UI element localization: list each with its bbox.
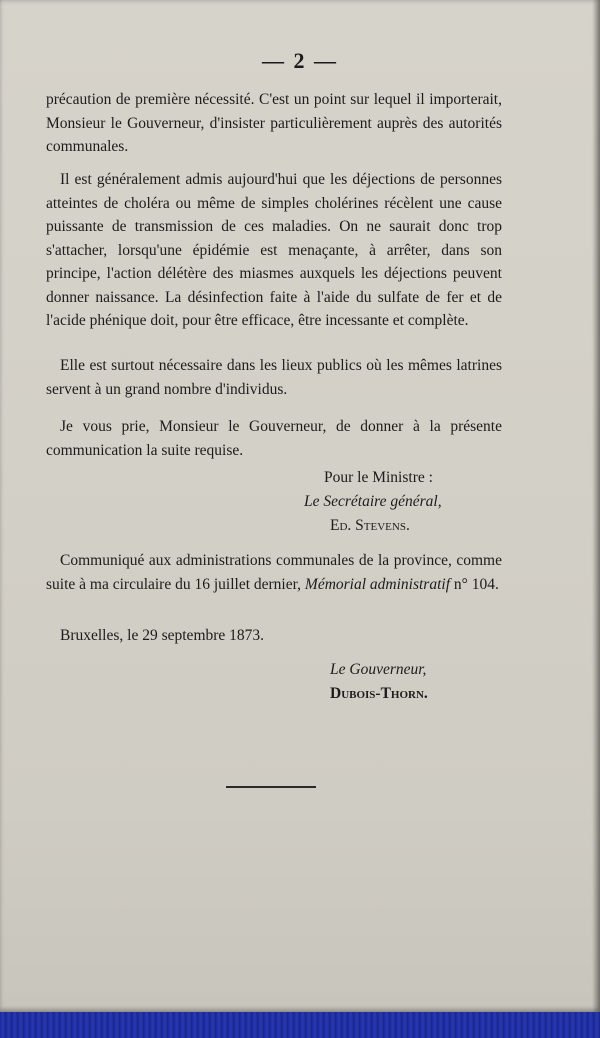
paragraph-4	[46, 415, 502, 462]
paragraph-5-memorial: Mémorial administratif	[304, 575, 451, 593]
closing-rule	[226, 786, 316, 788]
paragraph-5-start: Communiqué aux administrations communales de la province, comme suite à ma circulaire du 16 juillet dernier,	[46, 552, 502, 593]
paragraph-1-text: précaution de première nécessité. C'est un point sur lequel il importerait, Monsieur le Gouverneur, d'insister particulièrement auprès des autorités communales.	[46, 91, 502, 155]
paragraph-6	[46, 624, 502, 648]
paragraph-5-end: n° 104.	[450, 575, 499, 593]
governor-signature-block	[330, 658, 530, 706]
minister-signature-block	[304, 466, 524, 538]
signature-secretary-name: Ed. Stevens.	[330, 517, 410, 534]
signature-secretary-title: Le Secrétaire général,	[304, 493, 442, 510]
backdrop-fabric	[0, 1008, 600, 1038]
signature-for-minister: Pour le Ministre :	[324, 469, 433, 486]
page-edge-shadow	[592, 0, 600, 1012]
page-number: — 2 —	[262, 48, 338, 73]
paragraph-5	[46, 549, 502, 596]
paragraph-2	[46, 168, 502, 333]
paragraph-5-text	[46, 549, 502, 596]
paragraph-3-text: Elle est surtout nécessaire dans les lieux publics où les mêmes latrines servent à un grand nombre d'individus.	[46, 357, 502, 398]
paragraph-4-text: Je vous prie, Monsieur le Gouverneur, de donner à la présente communication la suite requise.	[46, 418, 502, 459]
paragraph-2-text: Il est généralement admis aujourd'hui que les déjections de personnes atteintes de choléra ou même de simples cholérines récèlent une cause puissante de transmission de ces maladies. On ne saurait donc trop s'attacher, lorsqu'une épidémie est menaçante, à arrêter, dans son principe, l'action délétère des miasmes auxquels les déjections peuvent donner naissance. La désinfection faite à l'aide du sulfate de fer et de l'acide phénique doit, pour être efficace, être incessante et complète.	[46, 171, 502, 329]
signature-governor-title: Le Gouverneur,	[330, 661, 427, 678]
signature-governor-name: Dubois-Thorn.	[330, 685, 428, 702]
paragraph-1	[46, 88, 502, 159]
date-line: Bruxelles, le 29 septembre 1873.	[60, 627, 265, 644]
paragraph-3	[46, 354, 502, 401]
